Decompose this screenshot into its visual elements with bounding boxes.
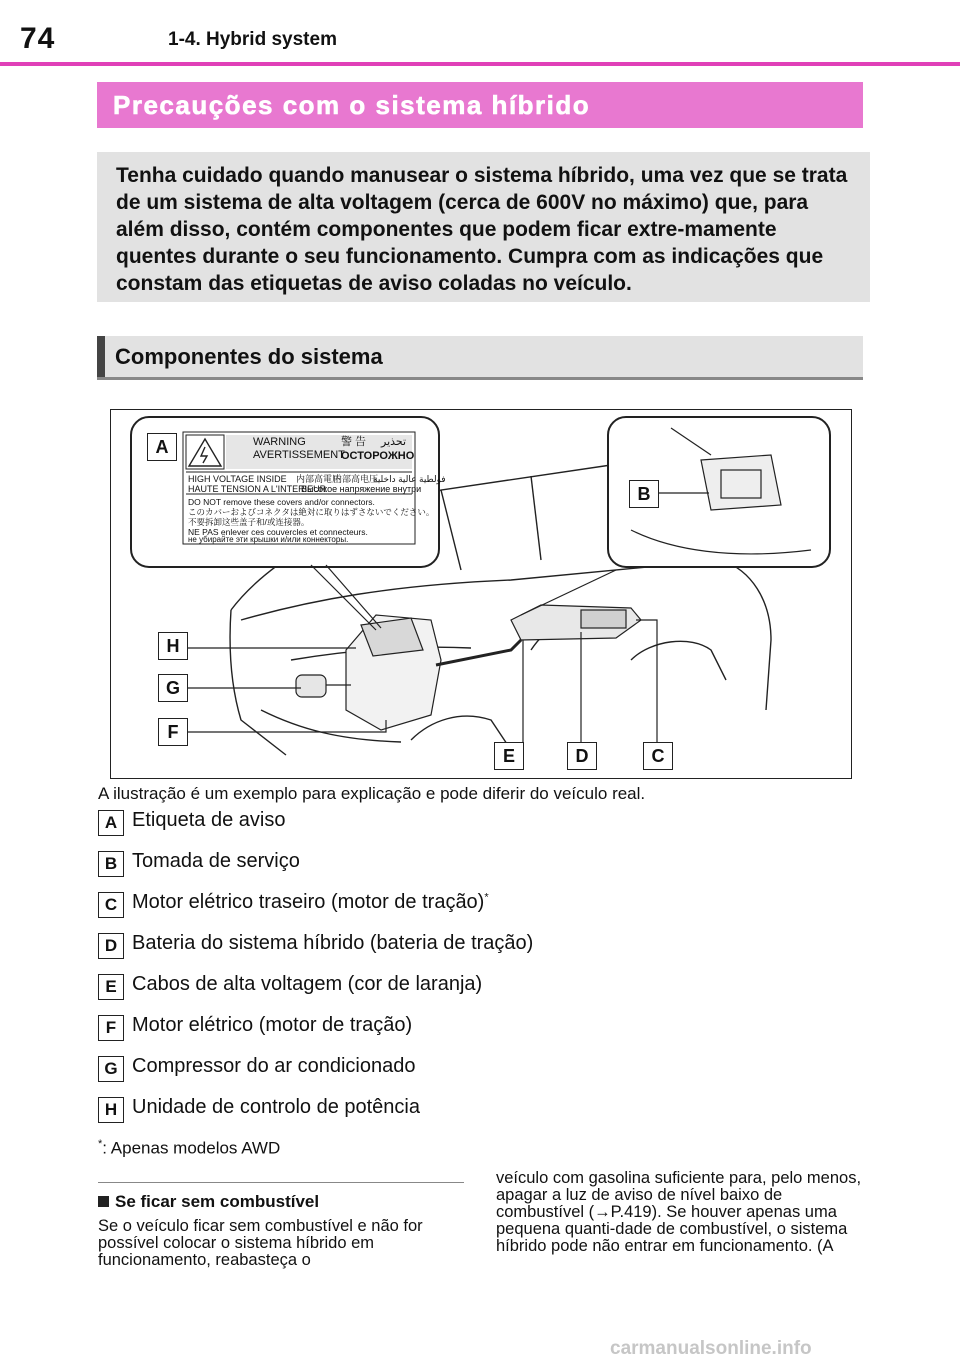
heading-accent-bar: [97, 336, 105, 380]
intro-box: [97, 152, 870, 302]
figure-label-e: E: [494, 742, 524, 770]
square-bullet-icon: [98, 1196, 109, 1207]
body-text-column-2: veículo com gasolina suficiente para, pelo menos, apagar a luz de aviso de nível baixo de combustível (→P.419). Se houver apenas uma pequena quanti-dade de combustível, o sistema híbrido pode não entrar em funcionamento. (A: [496, 1169, 862, 1255]
warning-fr: AVERTISSEMENT: [253, 449, 345, 461]
figure-label-b: B: [629, 480, 659, 508]
line-en: DO NOT remove these covers and/or connectors.: [188, 497, 375, 507]
item-letter: D: [98, 933, 124, 959]
page-number: 74: [20, 22, 56, 55]
line-cn: 不要拆卸这些盖子和/或连接器。: [188, 517, 310, 527]
system-components-figure: [110, 409, 852, 779]
item-letter: H: [98, 1097, 124, 1123]
heading-underline: [97, 377, 863, 380]
hv-en: HIGH VOLTAGE INSIDE: [188, 474, 287, 484]
item-text: Motor elétrico traseiro (motor de tração)*: [132, 891, 489, 913]
item-letter: C: [98, 892, 124, 918]
column-divider: [98, 1182, 464, 1183]
body-text-column-1: Se o veículo ficar sem combustível e não for possível colocar o sistema híbrido em funcionamento, reabasteça o: [98, 1217, 423, 1269]
item-text: Motor elétrico (motor de tração): [132, 1014, 413, 1036]
warning-en: WARNING: [253, 436, 306, 448]
section-title: 1-4. Hybrid system: [168, 29, 337, 50]
item-text: Cabos de alta voltagem (cor de laranja): [132, 973, 483, 995]
hv-jp: 内部高電圧: [296, 474, 342, 484]
line-ru: не убирайте эти крышки и/или коннекторы.: [188, 535, 349, 544]
figure-caption: A ilustração é um exemplo para explicação e pode diferir do veículo real.: [98, 784, 646, 803]
page-title: Precauções com o sistema híbrido: [113, 90, 591, 120]
figure-label-d: D: [567, 742, 597, 770]
warning-ar: تحذير: [381, 436, 407, 448]
components-heading-band: [97, 336, 863, 380]
figure-label-h: H: [158, 632, 188, 660]
line-jp: このカバーおよびコネクタは絶対に取りはずさないでください。: [188, 507, 435, 517]
item-letter: A: [98, 810, 124, 836]
figure-label-f: F: [158, 718, 188, 746]
item-letter: E: [98, 974, 124, 1000]
header-divider: [0, 62, 960, 66]
hv-ru: Высокое напряжение внутри: [301, 484, 422, 494]
components-heading: Componentes do sistema: [115, 344, 383, 369]
warning-jp: 警 告: [341, 436, 367, 448]
item-text: Etiqueta de aviso: [132, 809, 286, 831]
item-letter: G: [98, 1056, 124, 1082]
footnote: *: Apenas modelos AWD: [98, 1138, 281, 1158]
watermark: carmanualsonline.info: [610, 1338, 812, 1359]
warning-ru: ОСТОРОЖНО: [341, 450, 415, 462]
item-letter: B: [98, 851, 124, 877]
hv-cn: 内部高电压: [333, 474, 379, 484]
vehicle-illustration: [111, 410, 851, 778]
item-text: Unidade de controlo de potência: [132, 1096, 420, 1118]
title-band: [97, 82, 863, 128]
figure-label-g: G: [158, 674, 188, 702]
figure-label-a: A: [147, 433, 177, 461]
item-letter: F: [98, 1015, 124, 1041]
item-text: Compressor do ar condicionado: [132, 1055, 416, 1077]
line-fr: NE PAS enlever ces couvercles et connecteurs.: [188, 527, 368, 537]
subsection-heading: Se ficar sem combustível: [98, 1192, 319, 1212]
figure-label-c: C: [643, 742, 673, 770]
item-text: Bateria do sistema híbrido (bateria de tração): [132, 932, 534, 954]
intro-text: Tenha cuidado quando manusear o sistema híbrido, uma vez que se trata de um sistema de alta voltagem (cerca de 600V no máximo) que, para além disso, contém componentes que podem ficar extre-mamente quentes durante o seu funcionamento. Cumpra com as indicações que constam das etiquetas de aviso coladas no veículo.: [116, 164, 848, 295]
hv-ar: فولطية عالية داخلية: [373, 474, 446, 484]
page-header: [0, 0, 960, 62]
item-text: Tomada de serviço: [132, 850, 300, 872]
hv-fr: HAUTE TENSION A L'INTERIEUR: [188, 484, 327, 494]
